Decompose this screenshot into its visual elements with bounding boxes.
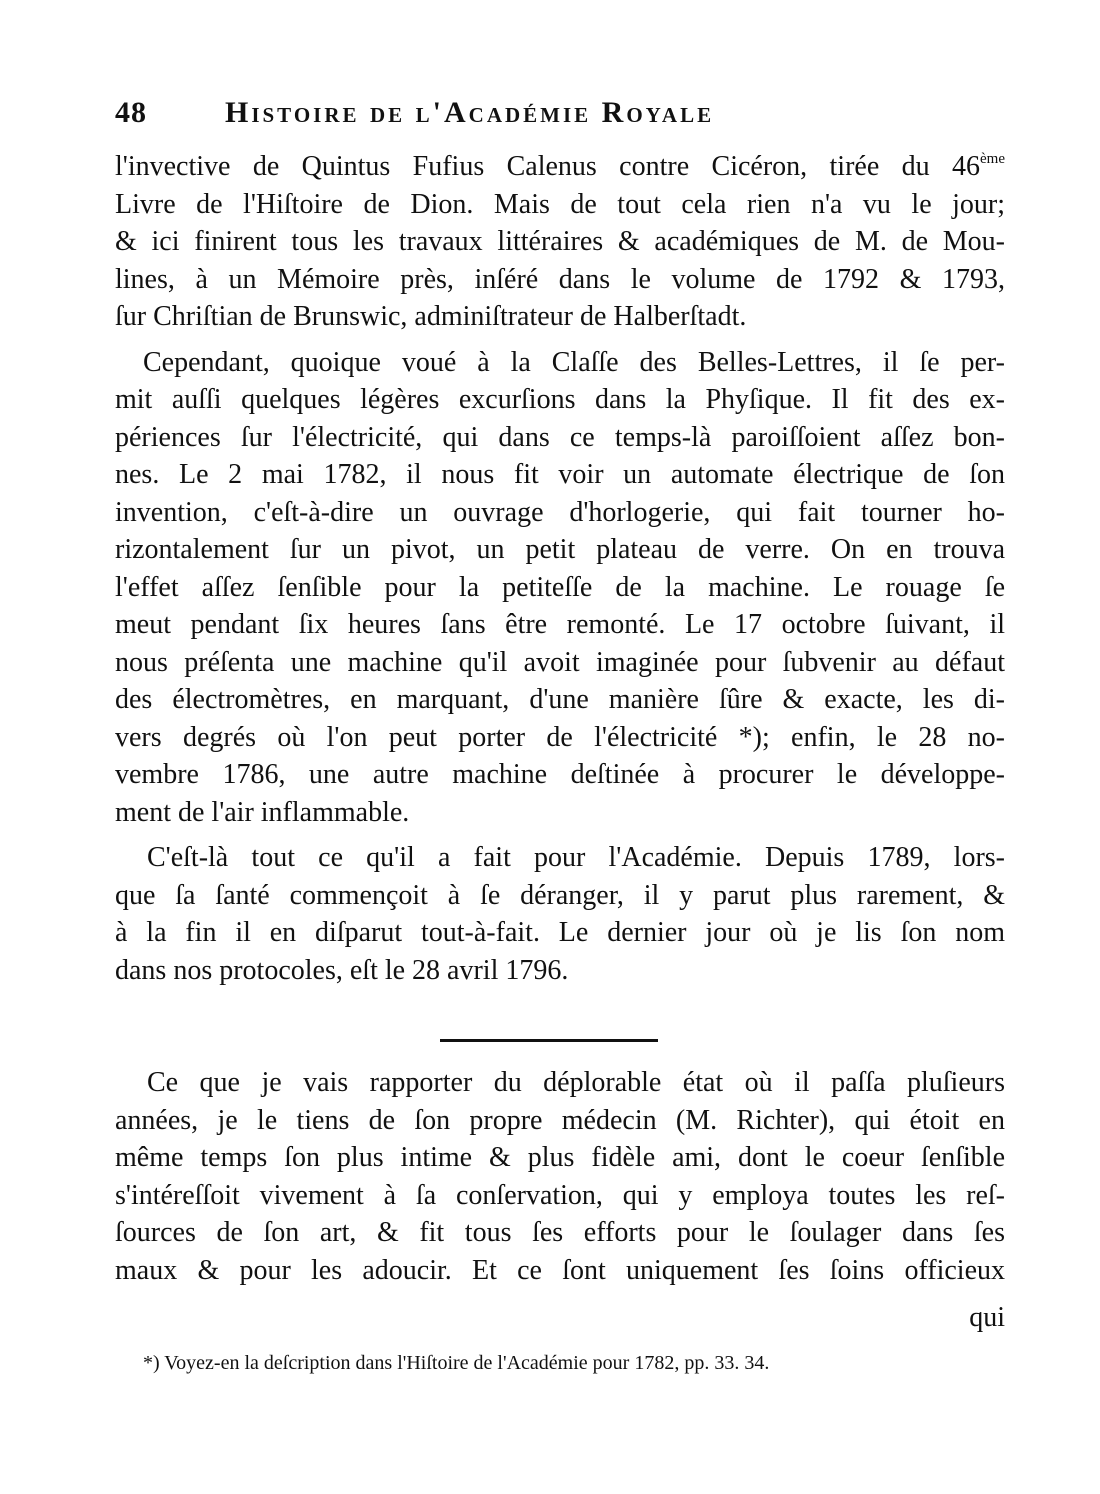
text-line: ſources de ſon art, & fit tous ſes efforts pour le ſoulager dans ſes (115, 1217, 1005, 1248)
paragraph-4 (115, 1064, 1005, 1289)
text-line: même temps ſon plus intime & plus fidèle ami, dont le coeur ſenſible (115, 1142, 1005, 1173)
text-line (115, 148, 1005, 186)
text-line: rizontalement ſur un pivot, un petit plateau de verre. On en trouva (115, 534, 1005, 565)
superscript: ème (980, 151, 1005, 167)
text-line: dans nos protocoles, eſt le 28 avril 1796. (115, 954, 569, 986)
page-number: 48 (115, 96, 147, 129)
text-line: & ici finirent tous les travaux littéraires & académiques de M. de Mou- (115, 226, 1005, 257)
text-line: ſur Chriſtian de Brunswic, adminiſtrateur de Halberſtadt. (115, 301, 747, 332)
text-line: à la fin il en diſparut tout-à-fait. Le dernier jour où je lis ſon nom (115, 917, 1005, 948)
text-line: vers degrés où l'on peut porter de l'électricité *); enfin, le 28 no- (115, 721, 1005, 753)
text-line: Livre de l'Hiſtoire de Dion. Mais de tout cela rien n'a vu le jour; (115, 188, 1005, 220)
text-line: l'effet aſſez ſenſible pour la petiteſſe de la machine. Le rouage ſe (115, 571, 1005, 603)
main-text-continued (115, 1064, 1005, 1289)
text-line: périences ſur l'électricité, qui dans ce temps-là paroiſſoient aſſez bon- (115, 421, 1005, 453)
paragraph-2 (115, 344, 1005, 832)
text-line: lines, à un Mémoire près, inſéré dans le volume de 1792 & 1793, (115, 263, 1005, 295)
text-line: des électromètres, en marquant, d'une manière ſûre & exacte, les di- (115, 684, 1005, 715)
text-line-content: l'invective de Quintus Fufius Calenus contre Cicéron, tirée du 46 (115, 151, 981, 182)
text-line: vembre 1786, une autre machine deſtinée à procurer le développe- (115, 759, 1005, 790)
running-head: Histoire de l'Académie Royale (225, 96, 715, 129)
paragraph-1 (115, 148, 1005, 336)
paragraph-3 (115, 839, 1005, 989)
text-line: C'eſt-là tout ce qu'il a fait pour l'Académie. Depuis 1789, lors- (147, 842, 1005, 873)
text-line: s'intéreſſoit vivement à ſa conſervation, qui y employa toutes les reſ- (115, 1179, 1005, 1211)
catchword: qui (969, 1302, 1005, 1333)
main-text (115, 148, 1005, 997)
text-line: années, je le tiens de ſon propre médecin (M. Richter), qui étoit en (115, 1104, 1005, 1136)
text-line: Cependant, quoique voué à la Claſſe des Belles-Lettres, il ſe per- (143, 346, 1005, 378)
text-line: ment de l'air inflammable. (115, 796, 410, 828)
text-line: que ſa ſanté commençoit à ſe déranger, il y parut plus rarement, & (115, 879, 1005, 911)
text-line: maux & pour les adoucir. Et ce ſont uniquement ſes ſoins officieux (115, 1254, 1005, 1286)
section-divider (440, 1039, 658, 1042)
text-line: nous préſenta une machine qu'il avoit imaginée pour ſubvenir au défaut (115, 646, 1005, 678)
text-line: meut pendant ſix heures ſans être remonté. Le 17 octobre ſuivant, il (115, 609, 1005, 640)
text-line: nes. Le 2 mai 1782, il nous fit voir un automate électrique de ſon (115, 459, 1005, 490)
text-line: Ce que je vais rapporter du déplorable état où il paſſa pluſieurs (147, 1067, 1005, 1098)
page-header (115, 96, 1005, 140)
text-line: invention, c'eſt-à-dire un ouvrage d'horlogerie, qui fait tourner ho- (115, 496, 1005, 528)
footnote: *) Voyez-en la deſcription dans l'Hiſtoire de l'Académie pour 1782, pp. 33. 34. (143, 1352, 770, 1374)
text-line: mit auſſi quelques légères excurſions dans la Phyſique. Il fit des ex- (115, 384, 1005, 415)
